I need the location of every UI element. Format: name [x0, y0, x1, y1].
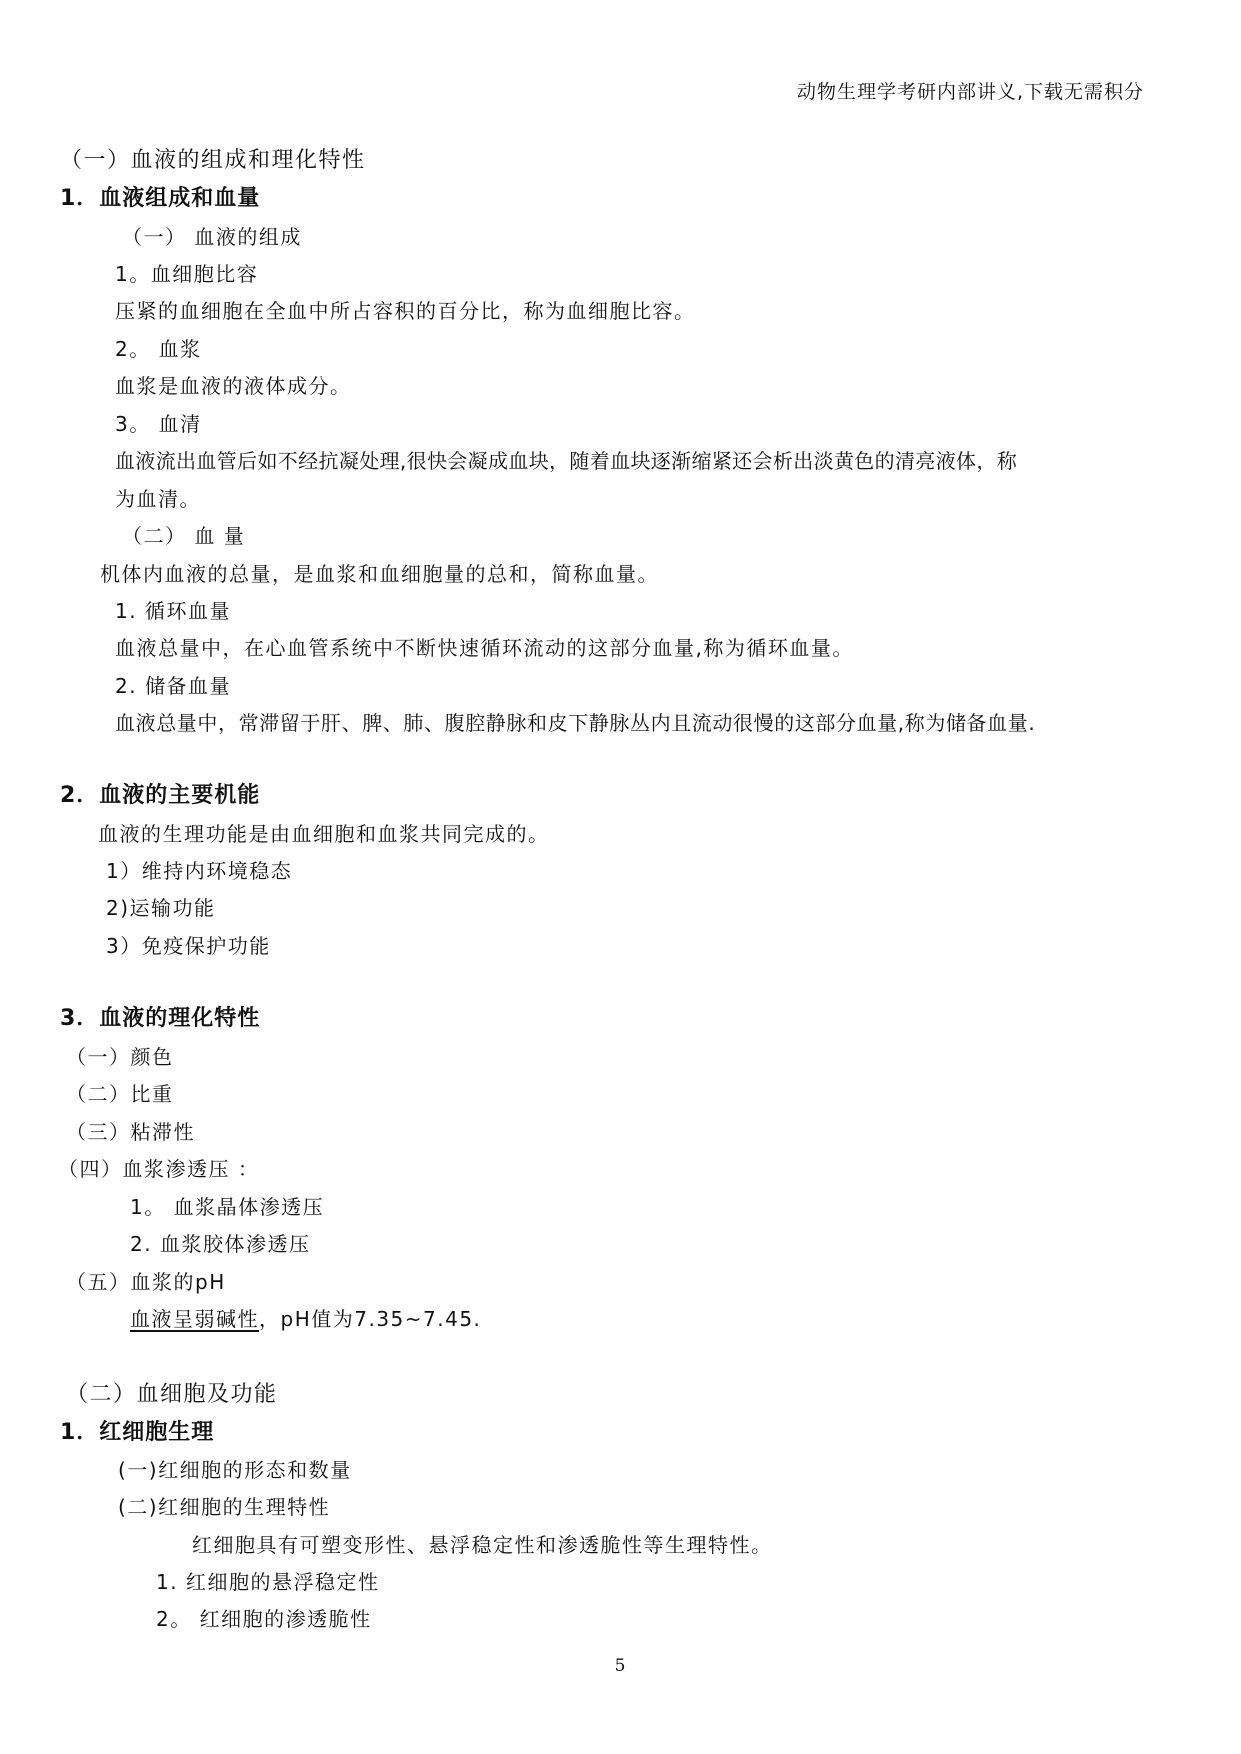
item-plasma-osmotic-pressure: （四）血浆渗透压 ：	[58, 1157, 260, 1181]
item-reserve-volume: 2. 储备血量	[115, 674, 231, 698]
item-color: （一）颜色	[66, 1045, 174, 1069]
item-suspension-stability: 1. 红细胞的悬浮稳定性	[156, 1570, 380, 1594]
subheading-blood-composition: （一） 血液的组成	[122, 225, 302, 249]
heading-blood-composition-volume: 1．血液组成和血量	[60, 186, 261, 211]
text-serum-definition-line2: 为血清。	[115, 487, 201, 511]
item-homeostasis: 1）维持内环境稳态	[106, 859, 293, 883]
item-transport: 2)运输功能	[106, 896, 216, 920]
text-blood-functions-intro: 血液的生理功能是由血细胞和血浆共同完成的。	[98, 822, 550, 846]
heading-erythrocyte-physiology: 1．红细胞生理	[60, 1420, 215, 1445]
text-erythrocyte-properties: 红细胞具有可塑变形性、悬浮稳定性和渗透脆性等生理特性。	[192, 1533, 773, 1557]
text-reserve-volume-definition: 血液总量中，常滞留于肝、脾、肺、腹腔静脉和皮下静脉丛内且流动很慢的这部分血量,称为储备血量.	[115, 711, 1036, 735]
item-circulating-volume: 1. 循环血量	[115, 599, 231, 623]
text-blood-volume-definition: 机体内血液的总量，是血浆和血细胞量的总和，简称血量。	[100, 562, 659, 586]
text-serum-definition-line1: 血液流出血管后如不经抗凝处理,很快会凝成血块，随着血块逐渐缩紧还会析出淡黄色的清亮液体，称	[115, 449, 1018, 473]
item-colloid-osmotic-pressure: 2. 血浆胶体渗透压	[130, 1232, 311, 1256]
item-plasma-ph: （五）血浆的pH	[66, 1270, 226, 1294]
section-title-blood-composition: （一）血液的组成和理化特性	[60, 148, 366, 173]
text-plasma-definition: 血浆是血液的液体成分。	[115, 374, 352, 398]
item-serum: 3。 血清	[115, 412, 202, 436]
heading-blood-functions: 2．血液的主要机能	[60, 783, 261, 808]
item-osmotic-fragility: 2。 红细胞的渗透脆性	[156, 1607, 372, 1631]
item-erythrocyte-properties: (二)红细胞的生理特性	[118, 1495, 331, 1519]
item-hematocrit: 1。血细胞比容	[115, 262, 259, 286]
text-weakly-alkaline: 血液呈弱碱性	[130, 1307, 259, 1331]
heading-physicochemical-properties: 3．血液的理化特性	[60, 1006, 261, 1031]
item-viscosity: （三）粘滞性	[66, 1120, 195, 1144]
item-erythrocyte-morphology: (一)红细胞的形态和数量	[118, 1458, 352, 1482]
item-crystalloid-osmotic-pressure: 1。 血浆晶体渗透压	[130, 1195, 325, 1219]
text-ph-range: ，pH值为7.35~7.45.	[259, 1307, 482, 1331]
item-specific-gravity: （二）比重	[66, 1082, 174, 1106]
section-title-blood-cells: （二）血细胞及功能	[66, 1382, 278, 1407]
page-number: 5	[614, 1656, 626, 1676]
text-circulating-volume-definition: 血液总量中，在心血管系统中不断快速循环流动的这部分血量,称为循环血量。	[115, 636, 854, 660]
subheading-blood-volume: （二） 血 量	[122, 524, 246, 548]
item-immune-protection: 3）免疫保护功能	[106, 934, 271, 958]
page-header: 动物生理学考研内部讲义,下载无需积分	[797, 81, 1145, 103]
item-plasma: 2。 血浆	[115, 337, 202, 361]
text-hematocrit-definition: 压紧的血细胞在全血中所占容积的百分比，称为血细胞比容。	[115, 299, 696, 323]
text-plasma-ph-value	[130, 1305, 481, 1333]
